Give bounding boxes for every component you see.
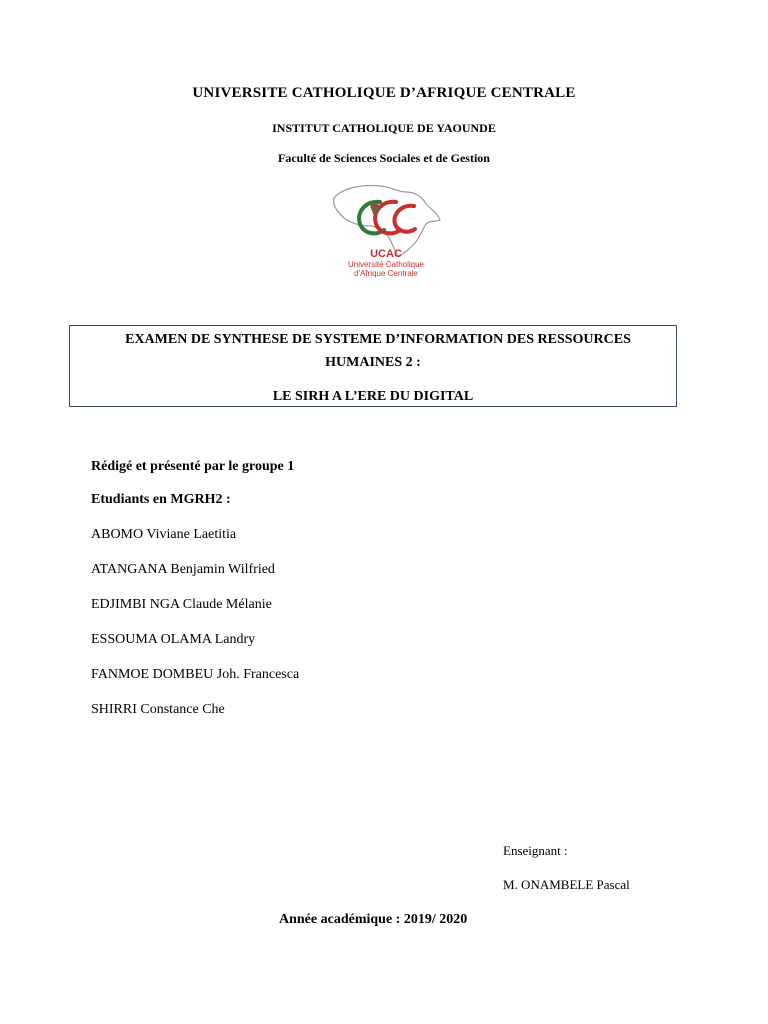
student-name: EDJIMBI NGA Claude Mélanie bbox=[91, 597, 272, 612]
exam-title-line1: EXAMEN DE SYNTHESE DE SYSTEME D’INFORMATION DES RESSOURCES bbox=[125, 332, 631, 347]
logo-acronym: UCAC bbox=[370, 248, 402, 260]
student-name: SHIRRI Constance Che bbox=[91, 702, 225, 717]
logo-line1: Université Catholique bbox=[347, 260, 425, 269]
institute-title: INSTITUT CATHOLIQUE DE YAOUNDE bbox=[272, 121, 496, 135]
academic-year: Année académique : 2019/ 2020 bbox=[279, 912, 468, 927]
faculty-title: Faculté de Sciences Sociales et de Gestion bbox=[278, 151, 490, 165]
student-name: ESSOUMA OLAMA Landry bbox=[91, 632, 256, 647]
student-name: FANMOE DOMBEU Joh. Francesca bbox=[91, 667, 300, 682]
exam-subtitle: LE SIRH A L’ERE DU DIGITAL bbox=[272, 389, 474, 404]
student-name: ATANGANA Benjamin Wilfried bbox=[91, 562, 275, 577]
student-name: ABOMO Viviane Laetitia bbox=[91, 527, 237, 542]
class-label: Etudiants en MGRH2 : bbox=[91, 492, 231, 507]
teacher-name: M. ONAMBELE Pascal bbox=[503, 877, 630, 892]
ucac-logo bbox=[322, 180, 450, 280]
teacher-label: Enseignant : bbox=[503, 843, 568, 858]
exam-title-box bbox=[69, 325, 677, 407]
logo-line2: d'Afrique Centrale bbox=[354, 269, 418, 278]
authors-intro: Rédigé et présenté par le groupe 1 bbox=[91, 459, 295, 474]
university-title: UNIVERSITE CATHOLIQUE D’AFRIQUE CENTRALE bbox=[192, 85, 576, 101]
exam-title-line2: HUMAINES 2 : bbox=[325, 355, 421, 370]
